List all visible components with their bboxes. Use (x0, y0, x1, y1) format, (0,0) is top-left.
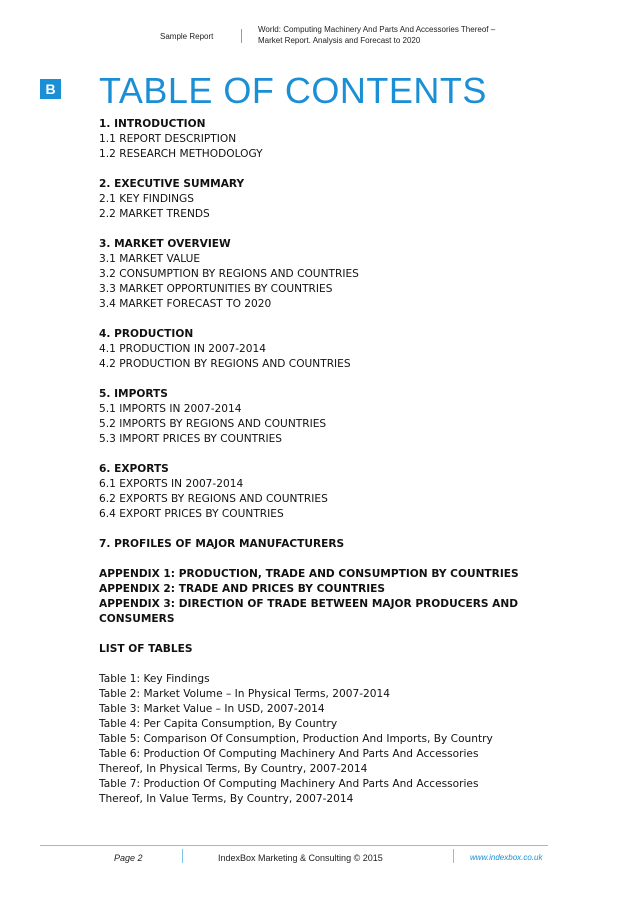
toc-section-heading: 6. EXPORTS (99, 463, 169, 475)
toc-entry: 5.1 IMPORTS IN 2007-2014 (99, 403, 242, 415)
toc-section-heading: LIST OF TABLES (99, 643, 193, 655)
footer-page-number: Page 2 (114, 853, 143, 863)
toc-spacer (99, 552, 559, 567)
toc-entry: 2.2 MARKET TRENDS (99, 208, 210, 220)
header-report-label: Sample Report (160, 32, 214, 41)
toc-spacer (99, 162, 559, 177)
toc-entry: 5.2 IMPORTS BY REGIONS AND COUNTRIES (99, 418, 327, 430)
toc-section-heading: 4. PRODUCTION (99, 328, 194, 340)
indexbox-logo-icon: B (40, 79, 61, 99)
toc-section-heading: 5. IMPORTS (99, 388, 168, 400)
footer-separator (182, 849, 183, 863)
toc-spacer (99, 312, 559, 327)
toc-entry: Table 4: Per Capita Consumption, By Country (99, 718, 338, 730)
toc-entry: 3.3 MARKET OPPORTUNITIES BY COUNTRIES (99, 283, 333, 295)
toc-entry: Table 3: Market Value – In USD, 2007-2014 (99, 703, 325, 715)
toc-entry: 1.1 REPORT DESCRIPTION (99, 133, 237, 145)
toc-entry: 4.1 PRODUCTION IN 2007-2014 (99, 343, 266, 355)
toc-entry: Thereof, In Value Terms, By Country, 2007-2014 (99, 793, 354, 805)
toc-entry: 4.2 PRODUCTION BY REGIONS AND COUNTRIES (99, 358, 351, 370)
toc-spacer (99, 657, 559, 672)
toc-section-heading: APPENDIX 3: DIRECTION OF TRADE BETWEEN MAJOR PRODUCERS AND (99, 598, 519, 610)
toc-entry: 1.2 RESEARCH METHODOLOGY (99, 148, 263, 160)
toc-section-heading: APPENDIX 2: TRADE AND PRICES BY COUNTRIES (99, 583, 386, 595)
toc-section-heading: 2. EXECUTIVE SUMMARY (99, 178, 245, 190)
toc-spacer (99, 522, 559, 537)
toc-spacer (99, 222, 559, 237)
toc-spacer (99, 447, 559, 462)
toc-entry: 3.4 MARKET FORECAST TO 2020 (99, 298, 272, 310)
toc-spacer (99, 372, 559, 387)
toc-entry: 6.2 EXPORTS BY REGIONS AND COUNTRIES (99, 493, 328, 505)
header-title-line-1: World: Computing Machinery And Parts And Accessories Thereof – (258, 25, 496, 34)
toc-section-heading: APPENDIX 1: PRODUCTION, TRADE AND CONSUMPTION BY COUNTRIES (99, 568, 519, 580)
toc-section-heading: CONSUMERS (99, 613, 175, 625)
footer-divider (40, 845, 548, 846)
toc-section-heading: 3. MARKET OVERVIEW (99, 238, 231, 250)
toc-entry: Table 6: Production Of Computing Machinery And Parts And Accessories (99, 748, 479, 760)
header-title-line-2: Market Report. Analysis and Forecast to 2020 (258, 36, 421, 45)
toc-entry: Table 5: Comparison Of Consumption, Production And Imports, By Country (99, 733, 493, 745)
toc-entry: 2.1 KEY FINDINGS (99, 193, 194, 205)
footer-copyright: IndexBox Marketing & Consulting © 2015 (218, 853, 383, 863)
footer-website-link[interactable]: www.indexbox.co.uk (470, 853, 543, 862)
toc-spacer (99, 627, 559, 642)
header-report-title (258, 24, 558, 46)
footer-separator (453, 849, 454, 863)
header-divider (241, 29, 242, 43)
toc-entry: 5.3 IMPORT PRICES BY COUNTRIES (99, 433, 283, 445)
toc-entry: 3.1 MARKET VALUE (99, 253, 201, 265)
toc-entry: Table 1: Key Findings (99, 673, 210, 685)
toc-entry: Thereof, In Physical Terms, By Country, 2007-2014 (99, 763, 368, 775)
toc-entry: 6.4 EXPORT PRICES BY COUNTRIES (99, 508, 284, 520)
toc-entry: 3.2 CONSUMPTION BY REGIONS AND COUNTRIES (99, 268, 359, 280)
toc-entry: Table 7: Production Of Computing Machinery And Parts And Accessories (99, 778, 479, 790)
table-of-contents (99, 117, 559, 807)
toc-entry: 6.1 EXPORTS IN 2007-2014 (99, 478, 244, 490)
toc-entry: Table 2: Market Volume – In Physical Terms, 2007-2014 (99, 688, 390, 700)
page-title: TABLE OF CONTENTS (99, 70, 487, 111)
toc-section-heading: 7. PROFILES OF MAJOR MANUFACTURERS (99, 538, 345, 550)
toc-section-heading: 1. INTRODUCTION (99, 118, 206, 130)
